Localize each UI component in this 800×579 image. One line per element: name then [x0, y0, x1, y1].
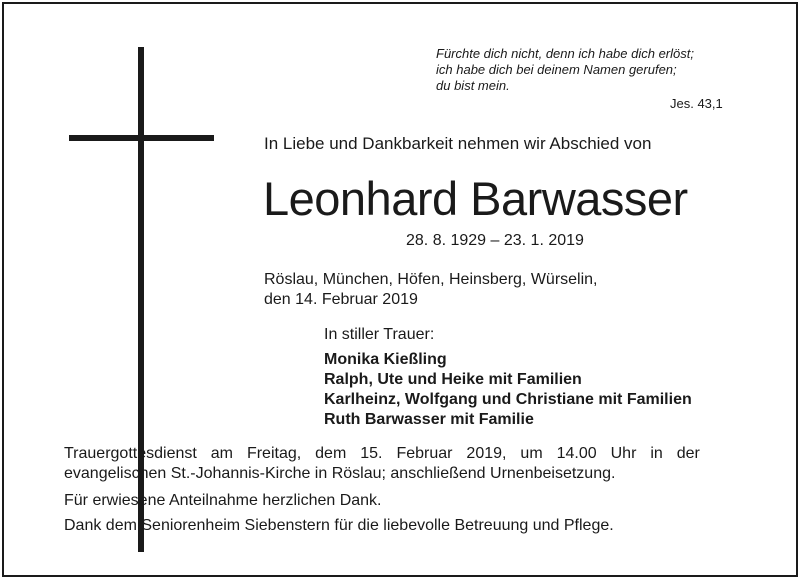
funeral-service-info — [64, 444, 700, 484]
place-and-date — [264, 270, 598, 310]
verse-reference: Jes. 43,1 — [670, 96, 723, 111]
service-word: 14.00 — [556, 445, 597, 462]
mourner-name: Monika Kießling — [324, 351, 447, 368]
mourner-name: Ralph, Ute und Heike mit Familien — [324, 371, 582, 388]
mourner-name: Karlheinz, Wolfgang und Christiane mit Familien — [324, 391, 692, 408]
service-word: dem — [315, 445, 347, 462]
service-word: der — [676, 445, 700, 462]
verse-line: du bist mein. — [436, 78, 510, 93]
service-word: 15. — [360, 445, 383, 462]
deceased-name: Leonhard Barwasser — [263, 172, 688, 225]
service-word: Freitag, — [246, 445, 302, 462]
verse-line: ich habe dich bei deinem Namen gerufen; — [436, 62, 677, 77]
care-thanks: Dank dem Seniorenheim Siebenstern für die liebevolle Betreuung und Pflege. — [64, 517, 614, 534]
mourning-label: In stiller Trauer: — [324, 326, 435, 343]
cross-horizontal-bar — [69, 135, 214, 141]
condolence-thanks: Für erwiesene Anteilnahme herzlichen Dank. — [64, 492, 382, 509]
mourner-name: Ruth Barwasser mit Familie — [324, 411, 534, 428]
intro-text: In Liebe und Dankbarkeit nehmen wir Abschied von — [264, 134, 652, 153]
service-word: Trauergottesdienst — [64, 445, 197, 462]
bible-verse — [436, 46, 766, 94]
notice-date: den 14. Februar 2019 — [264, 291, 418, 308]
service-word: Februar — [396, 445, 453, 462]
verse-line: Fürchte dich nicht, denn ich habe dich erlöst; — [436, 46, 694, 61]
mourners-list — [324, 350, 692, 430]
service-word: am — [210, 445, 233, 462]
locations: Röslau, München, Höfen, Heinsberg, Würselin, — [264, 271, 598, 288]
service-word: um — [520, 445, 543, 462]
life-dates: 28. 8. 1929 – 23. 1. 2019 — [406, 232, 584, 249]
obituary-notice — [2, 2, 798, 577]
service-line-1 — [64, 444, 700, 464]
service-word: in — [650, 445, 663, 462]
service-line-2: evangelischen St.-Johannis-Kirche in Röslau; anschließend Urnenbeisetzung. — [64, 465, 616, 482]
service-word: Uhr — [610, 445, 637, 462]
service-word: 2019, — [466, 445, 507, 462]
